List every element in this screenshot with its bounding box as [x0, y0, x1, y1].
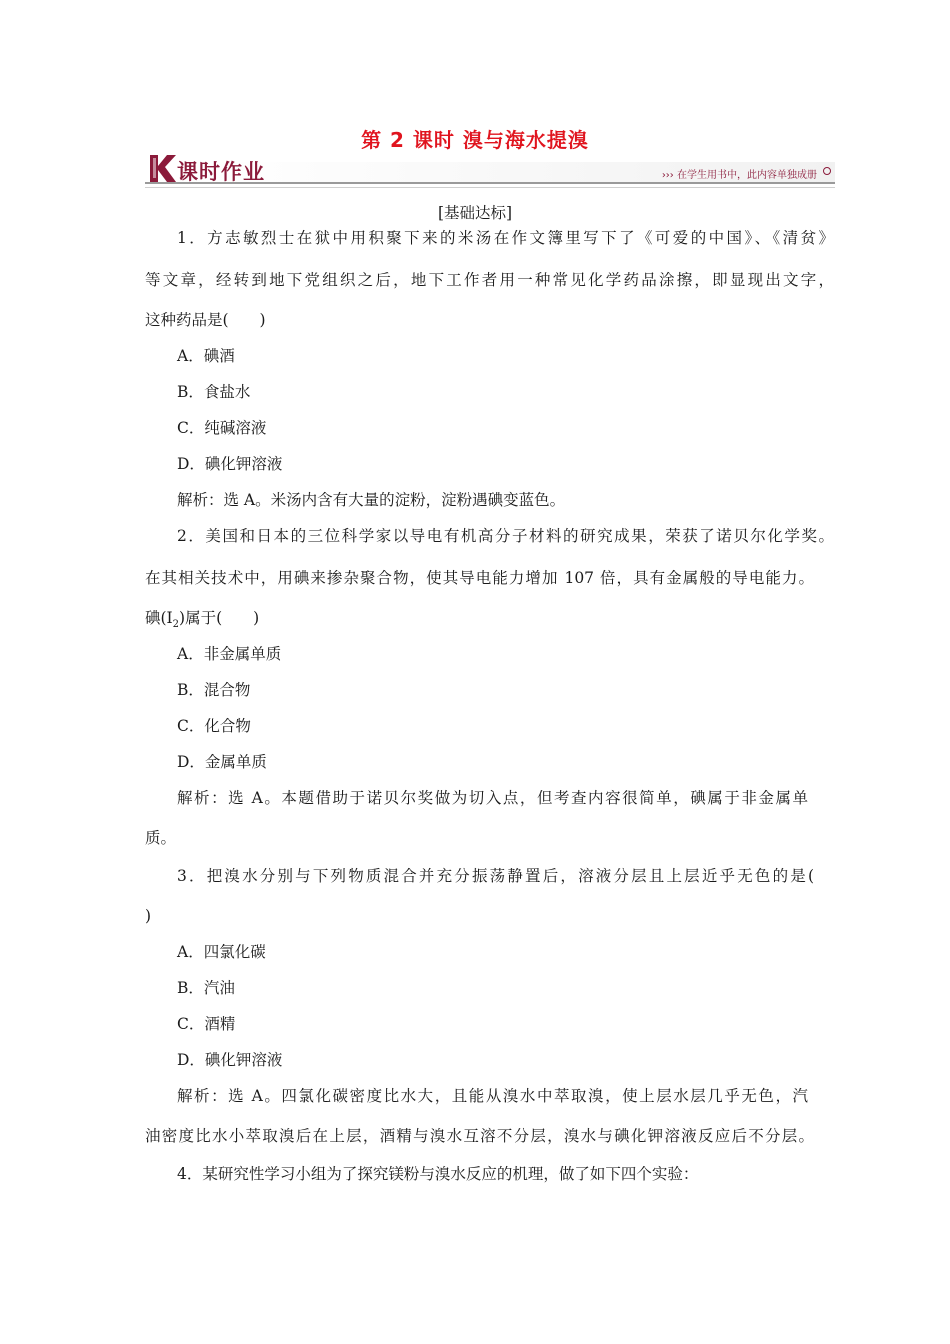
page-title: 第 2 课时 溴与海水提溴 [361, 128, 589, 152]
q4-line1: 4．某研究性学习小组为了探究镁粉与溴水反应的机理，做了如下四个实验： [177, 1165, 699, 1183]
q3-option-a: A．四氯化碳 [177, 943, 266, 961]
q1-option-c: C．纯碱溶液 [177, 419, 267, 437]
section-banner [145, 150, 835, 188]
banner-label: 课时作业 [177, 160, 265, 184]
circle-icon [823, 167, 831, 175]
q2-line3: 碘$(I_2)$属于( ) [145, 609, 260, 631]
q1-line2: 等文章，经转到地下党组织之后，地下工作者用一种常见化学药品涂擦，即显现出文字， [145, 271, 834, 289]
q3-option-c: C．酒精 [177, 1015, 236, 1033]
section-heading: [基础达标] [437, 204, 513, 222]
q2-option-d: D．金属单质 [177, 753, 267, 771]
k-logo-icon [147, 152, 177, 184]
q2-option-c: C．化合物 [177, 717, 251, 735]
q2-option-a: A．非金属单质 [177, 645, 282, 663]
q3-answer-line2: 油密度比水小萃取溴后在上层，酒精与溴水互溶不分层，溴水与碘化钾溶液反应后不分层。 [145, 1127, 814, 1145]
q2-line2: 在其相关技术中，用碘来掺杂聚合物，使其导电能力增加 107 倍，具有金属般的导电能力。 [145, 569, 814, 587]
q1-option-a: A．碘酒 [177, 347, 235, 365]
q1-option-b: B．食盐水 [177, 383, 251, 401]
banner-note: ››› 在学生用书中，此内容单独成册 [661, 170, 817, 181]
q1-answer: 解析：选 A。米汤内含有大量的淀粉，淀粉遇碘变蓝色。 [177, 491, 566, 509]
q3-answer-line1: 解析：选 A。四氯化碳密度比水大，且能从溴水中萃取溴，使上层水层几乎无色，汽 [177, 1087, 808, 1105]
q2-line1: 2．美国和日本的三位科学家以导电有机高分子材料的研究成果，荣获了诺贝尔化学奖。 [177, 527, 834, 545]
q2-answer-line2: 质。 [145, 829, 177, 847]
q3-option-d: D．碘化钾溶液 [177, 1051, 283, 1069]
q2-option-b: B．混合物 [177, 681, 251, 699]
q2-answer-line1: 解析：选 A。本题借助于诺贝尔奖做为切入点，但考查内容很简单，碘属于非金属单 [177, 789, 808, 807]
q1-line3: 这种药品是( ) [145, 311, 266, 329]
q3-line2: ) [145, 907, 152, 925]
q3-option-b: B．汽油 [177, 979, 235, 997]
q1-line1: 1．方志敏烈士在狱中用积聚下来的米汤在作文簿里写下了《可爱的中国》、《清贫》 [177, 229, 834, 247]
q3-line1: 3．把溴水分别与下列物质混合并充分振荡静置后，溶液分层且上层近乎无色的是( [177, 867, 814, 885]
q1-option-d: D．碘化钾溶液 [177, 455, 283, 473]
